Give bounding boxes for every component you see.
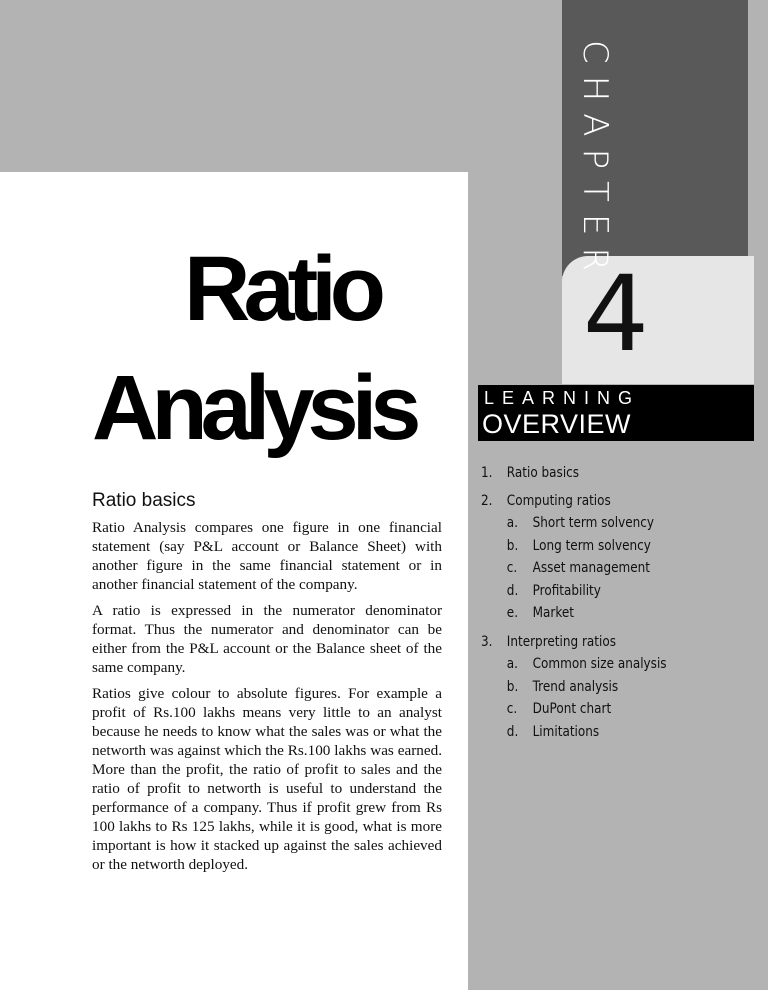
overview-label: OVERVIEW [482,409,632,439]
overview-subitem-label: Trend analysis [532,678,619,695]
overview-subitem [507,602,713,625]
chapter-number: 4 [582,253,650,375]
overview-item-label: Computing ratios [506,493,611,509]
overview-subitem [507,580,713,603]
overview-item-marker: 3. [481,633,493,650]
overview-subitem [507,698,713,721]
overview-subitem-marker: a. [506,655,519,672]
overview-subitem [507,535,713,558]
overview-item-label: Interpreting ratios [506,633,617,650]
overview-subitem-marker: e. [506,605,519,622]
overview-subitem-label: Common size analysis [532,655,667,672]
section-heading: Ratio basics [92,490,196,511]
overview-subitem [507,557,713,580]
overview-subitem-marker: c. [506,560,518,577]
overview-item-marker: 1. [481,465,493,481]
overview-subitem-label: DuPont chart [532,701,612,718]
section-body [92,518,442,881]
overview-subitem [507,653,713,676]
body-paragraph: Ratios give colour to absolute figures. For example a profit of Rs.100 lakhs means very little to an analyst because he needs to know what the sales was or what the networth was against which the Rs.100 lakhs was earned. More than the profit, the ratio of profit to sales and the ratio of profit to networth is useful to understand the performance of a company. Thus if profit grew from Rs 100 lakhs to Rs 125 lakhs, while it is good, what is more important is how it stacked up against the sales achieved or the networth deployed. [92,685,442,873]
body-paragraph: Ratio Analysis compares one figure in one financial statement (say P&L account or Balance Sheet) with another figure in the same financial statement or in another financial statement of the company. [92,519,442,593]
learning-overview-list [481,462,713,749]
overview-subitem-marker: a. [506,515,519,531]
overview-subitem-marker: d. [506,723,519,740]
overview-subitem-label: Limitations [532,723,600,740]
overview-subitem-marker: d. [506,582,519,599]
overview-subitem [507,512,713,535]
overview-subitem [507,676,713,699]
overview-subitem-label: Profitability [532,582,601,599]
overview-item [481,462,713,484]
overview-subitem-marker: b. [506,537,519,554]
chapter-title-line-1: Ratio [184,238,379,340]
overview-item [481,490,713,625]
overview-subitem-marker: b. [506,678,519,695]
overview-subitem-label: Long term solvency [532,537,651,554]
overview-subitem-label: Short term solvency [532,515,655,531]
chapter-label: CHAPTER [575,40,615,283]
chapter-title-line-2: Analysis [92,357,415,459]
overview-subitem-label: Asset management [532,560,650,577]
overview-subitem [507,721,713,744]
learning-label: LEARNING [484,388,641,408]
overview-subitem-marker: c. [506,701,518,718]
overview-item-label: Ratio basics [506,465,580,481]
overview-item [481,631,713,743]
overview-subitem-label: Market [532,605,574,622]
overview-item-marker: 2. [481,493,493,509]
body-paragraph: A ratio is expressed in the numerator denominator format. Thus the numerator and denominator can be either from the P&L account or the Balance sheet of the same company. [92,602,442,676]
